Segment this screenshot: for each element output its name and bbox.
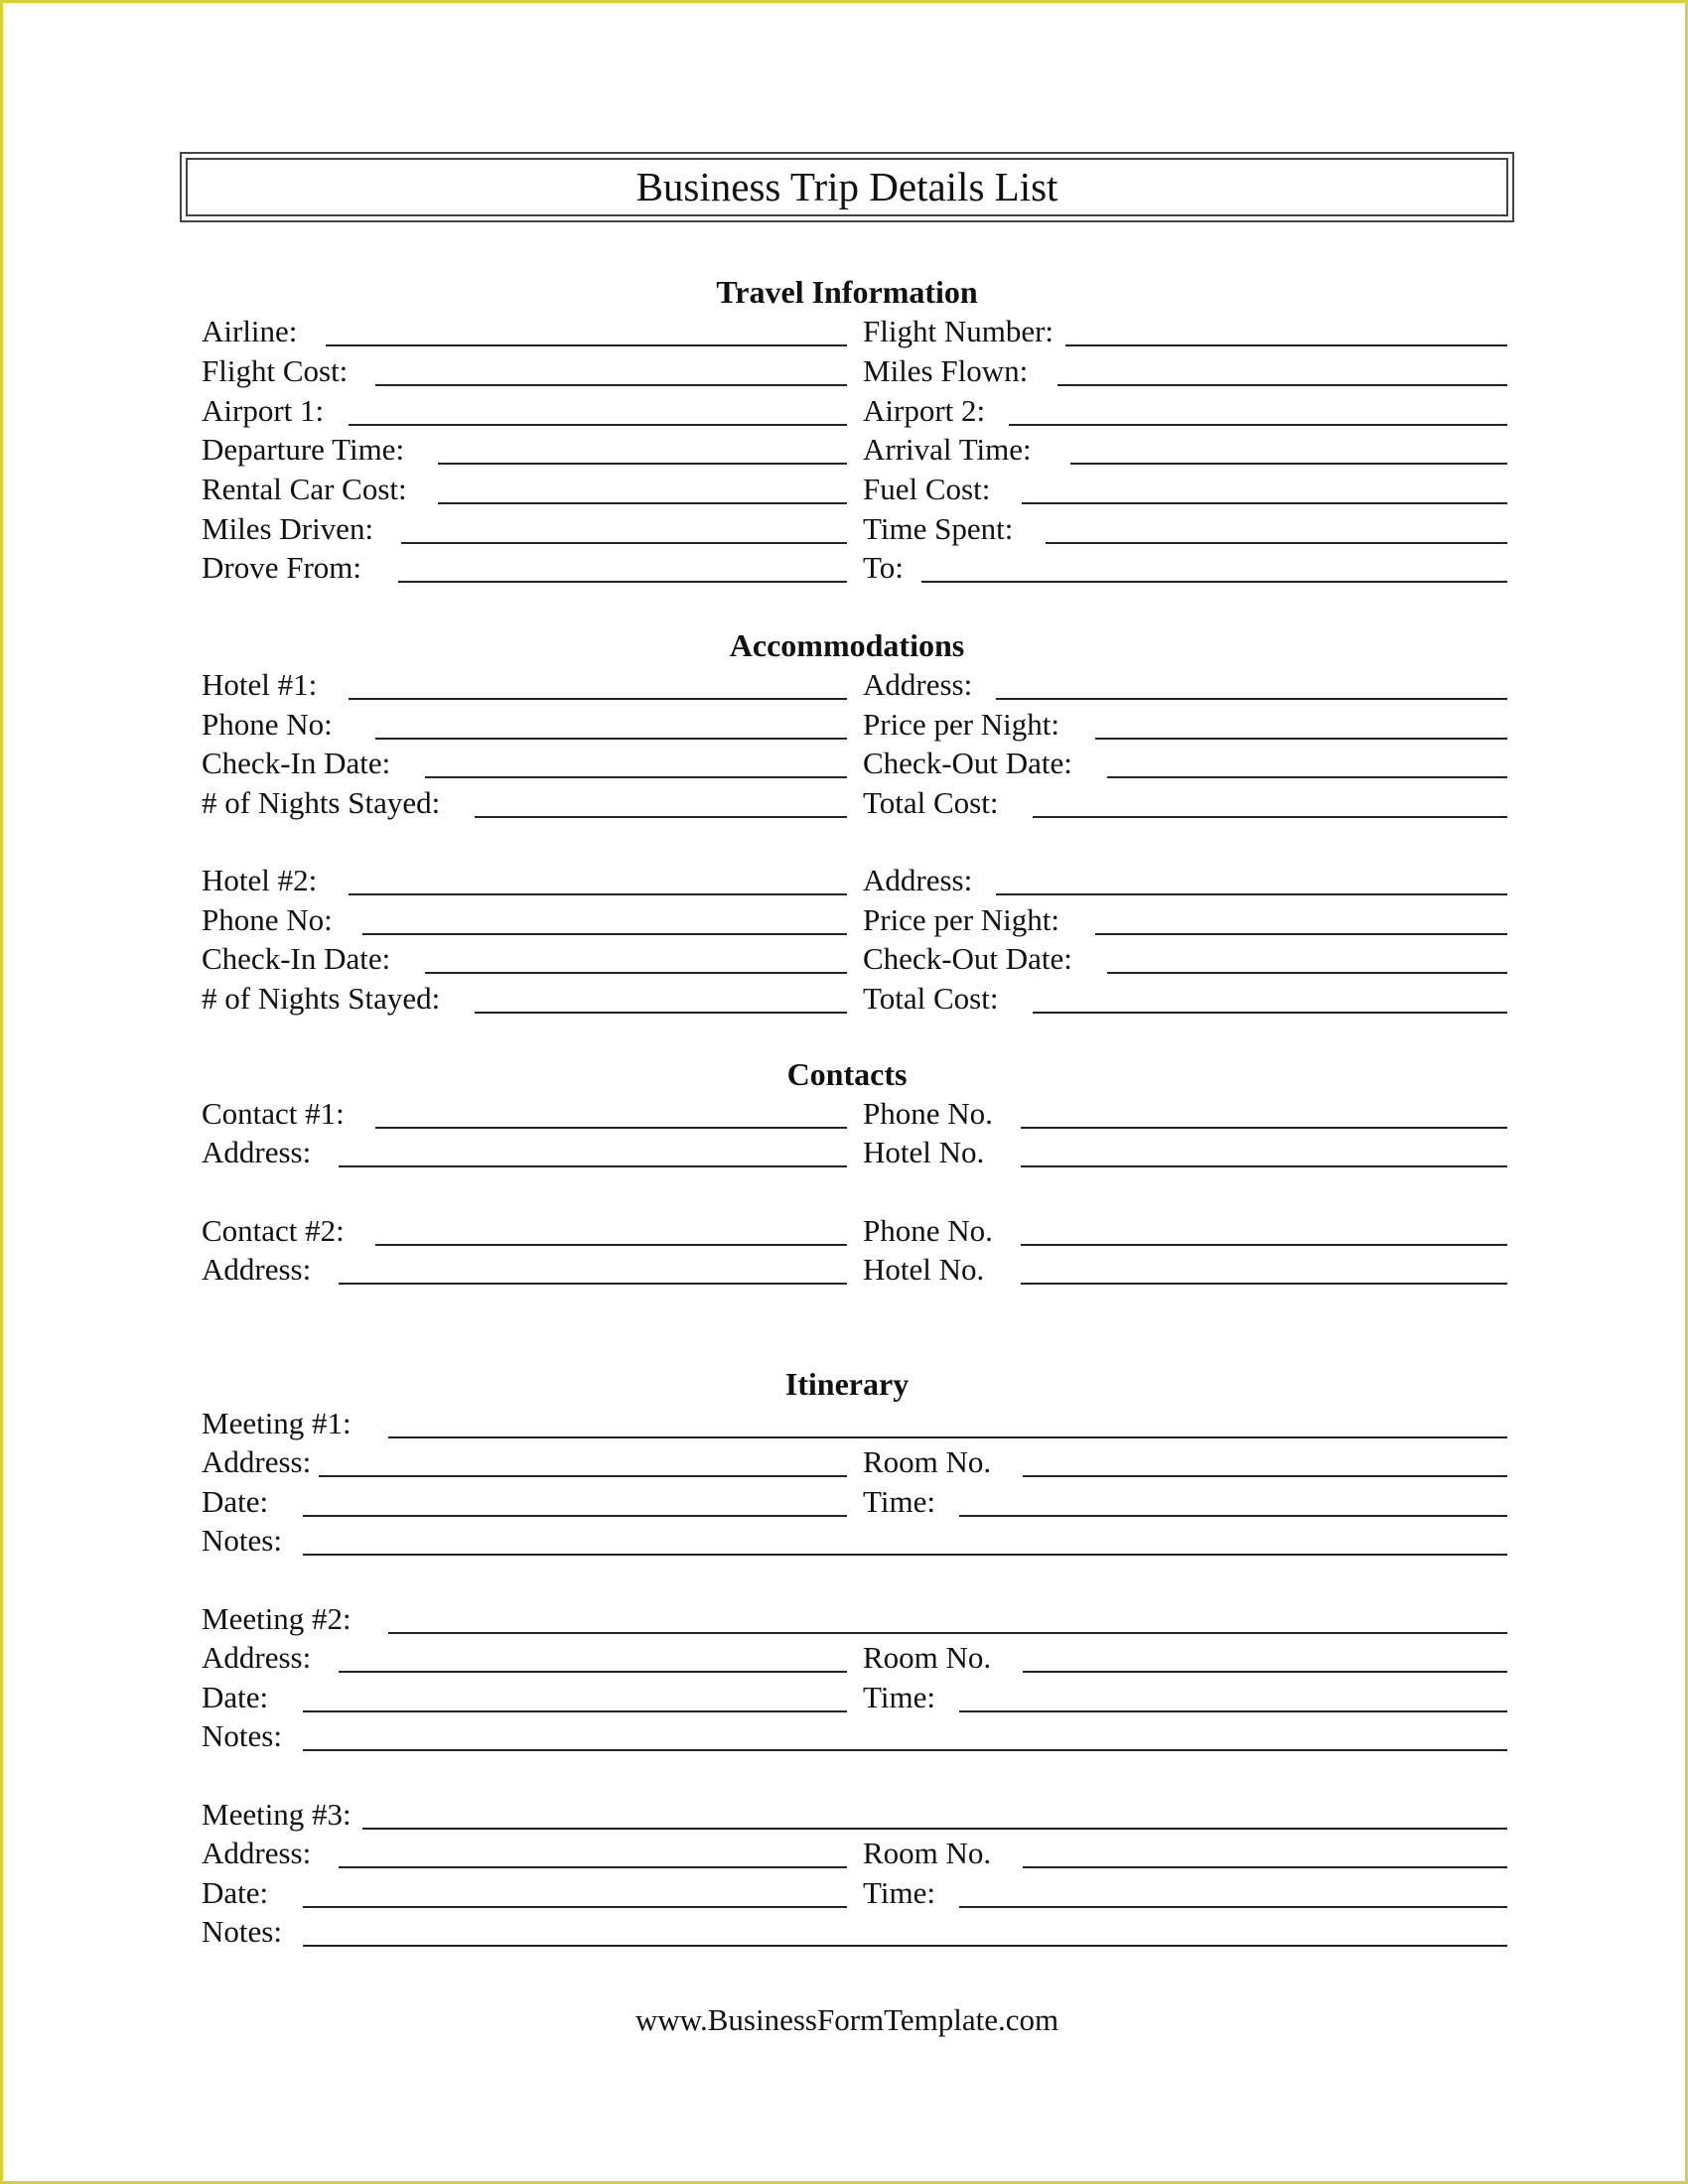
contact-1-address-field[interactable]: [339, 1165, 847, 1167]
miles-flown-field[interactable]: [1057, 384, 1507, 386]
meeting-1-time-label: Time:: [863, 1484, 935, 1519]
hotel-2-nights-field[interactable]: [475, 1012, 847, 1014]
contact-1-hotel-field[interactable]: [1021, 1165, 1507, 1167]
meeting-1-notes-label: Notes:: [202, 1523, 282, 1558]
airport-2-label: Airport 2:: [863, 393, 986, 428]
hotel-2-check-in-label: Check-In Date:: [202, 941, 391, 976]
meeting-3-room-label: Room No.: [863, 1836, 992, 1870]
hotel-2-address-field[interactable]: [996, 893, 1507, 895]
hotel-2-address-label: Address:: [863, 863, 973, 897]
section-heading-accommodations: Accommodations: [729, 627, 965, 663]
meeting-2-date-label: Date:: [202, 1680, 269, 1714]
meeting-3-date-field[interactable]: [303, 1906, 847, 1908]
meeting-3-room-field[interactable]: [1023, 1866, 1507, 1868]
contact-2-hotel-field[interactable]: [1021, 1283, 1507, 1285]
meeting-1-room-field[interactable]: [1023, 1475, 1507, 1477]
meeting-3-notes-label: Notes:: [202, 1914, 282, 1949]
arrival-time-label: Arrival Time:: [863, 432, 1032, 467]
hotel-1-nights-field[interactable]: [475, 816, 847, 818]
flight-number-field[interactable]: [1065, 344, 1507, 346]
hotel-2-check-out-label: Check-Out Date:: [863, 941, 1072, 976]
contact-2-hotel-label: Hotel No.: [863, 1252, 985, 1287]
time-spent-label: Time Spent:: [863, 511, 1014, 546]
contact-1-phone-field[interactable]: [1021, 1127, 1507, 1129]
meeting-2-notes-label: Notes:: [202, 1718, 282, 1753]
hotel-2-price-label: Price per Night:: [863, 902, 1060, 937]
hotel-1-nights-label: # of Nights Stayed:: [202, 785, 441, 820]
meeting-1-field[interactable]: [388, 1436, 1507, 1438]
hotel-2-phone-field[interactable]: [362, 933, 847, 935]
title-box: [180, 152, 1514, 222]
hotel-2-field[interactable]: [349, 893, 847, 895]
drove-from-label: Drove From:: [202, 550, 362, 585]
hotel-1-price-field[interactable]: [1095, 738, 1507, 740]
meeting-3-field[interactable]: [362, 1828, 1507, 1830]
airport-2-field[interactable]: [1009, 424, 1507, 426]
departure-time-field[interactable]: [438, 463, 847, 465]
hotel-1-check-in-label: Check-In Date:: [202, 746, 391, 780]
meeting-3-time-label: Time:: [863, 1875, 935, 1910]
hotel-1-address-label: Address:: [863, 667, 973, 702]
meeting-2-label: Meeting #2:: [202, 1601, 352, 1636]
contact-1-address-label: Address:: [202, 1135, 312, 1169]
flight-cost-field[interactable]: [375, 384, 847, 386]
hotel-2-label: Hotel #2:: [202, 863, 318, 897]
fuel-cost-label: Fuel Cost:: [863, 472, 991, 506]
hotel-1-check-out-label: Check-Out Date:: [863, 746, 1072, 780]
document-title: Business Trip Details List: [186, 158, 1508, 216]
contact-1-field[interactable]: [375, 1127, 847, 1129]
contact-2-phone-field[interactable]: [1021, 1244, 1507, 1246]
flight-number-label: Flight Number:: [863, 314, 1055, 348]
miles-driven-label: Miles Driven:: [202, 511, 374, 546]
meeting-2-room-label: Room No.: [863, 1640, 992, 1675]
meeting-1-address-field[interactable]: [319, 1475, 847, 1477]
flight-cost-label: Flight Cost:: [202, 353, 349, 388]
meeting-2-address-field[interactable]: [339, 1671, 847, 1673]
section-heading-contacts: Contacts: [786, 1056, 908, 1092]
meeting-2-address-label: Address:: [202, 1640, 312, 1675]
meeting-1-date-label: Date:: [202, 1484, 269, 1519]
rental-car-cost-label: Rental Car Cost:: [202, 472, 407, 506]
meeting-2-date-field[interactable]: [303, 1710, 847, 1712]
contact-1-label: Contact #1:: [202, 1096, 345, 1131]
hotel-2-total-cost-field[interactable]: [1033, 1012, 1507, 1014]
hotel-2-nights-label: # of Nights Stayed:: [202, 981, 441, 1016]
hotel-1-check-out-field[interactable]: [1107, 776, 1507, 778]
hotel-2-phone-label: Phone No:: [202, 902, 333, 937]
contact-2-address-field[interactable]: [339, 1283, 847, 1285]
hotel-1-label: Hotel #1:: [202, 667, 318, 702]
meeting-3-address-label: Address:: [202, 1836, 312, 1870]
arrival-time-field[interactable]: [1070, 463, 1507, 465]
contact-2-label: Contact #2:: [202, 1213, 345, 1248]
drove-from-field[interactable]: [398, 581, 847, 583]
airport-1-label: Airport 1:: [202, 393, 325, 428]
meeting-1-label: Meeting #1:: [202, 1406, 352, 1440]
airport-1-field[interactable]: [349, 424, 847, 426]
section-heading-travel: Travel Information: [716, 274, 978, 310]
airline-label: Airline:: [202, 314, 298, 348]
meeting-2-field[interactable]: [388, 1632, 1507, 1634]
rental-car-cost-field[interactable]: [438, 502, 847, 504]
meeting-2-time-label: Time:: [863, 1680, 935, 1714]
meeting-3-date-label: Date:: [202, 1875, 269, 1910]
section-heading-itinerary: Itinerary: [784, 1366, 910, 1402]
miles-driven-field[interactable]: [401, 542, 847, 544]
hotel-1-address-field[interactable]: [996, 698, 1507, 700]
meeting-3-time-field[interactable]: [959, 1906, 1507, 1908]
hotel-1-field[interactable]: [349, 698, 847, 700]
hotel-1-total-cost-label: Total Cost:: [863, 785, 999, 820]
meeting-2-notes-field[interactable]: [303, 1749, 1507, 1751]
meeting-1-address-label: Address:: [202, 1444, 312, 1479]
hotel-1-total-cost-field[interactable]: [1033, 816, 1507, 818]
airline-field[interactable]: [326, 344, 847, 346]
meeting-2-room-field[interactable]: [1023, 1671, 1507, 1673]
meeting-1-room-label: Room No.: [863, 1444, 992, 1479]
to-field[interactable]: [921, 581, 1507, 583]
hotel-1-check-in-field[interactable]: [425, 776, 847, 778]
contact-2-address-label: Address:: [202, 1252, 312, 1287]
meeting-3-notes-field[interactable]: [303, 1945, 1507, 1947]
meeting-3-address-field[interactable]: [339, 1866, 847, 1868]
hotel-2-check-in-field[interactable]: [425, 972, 847, 974]
footer-url: www.BusinessFormTemplate.com: [634, 2002, 1059, 2037]
time-spent-field[interactable]: [1046, 542, 1507, 544]
hotel-1-phone-label: Phone No:: [202, 707, 333, 742]
fuel-cost-field[interactable]: [1022, 502, 1507, 504]
meeting-1-time-field[interactable]: [959, 1515, 1507, 1517]
hotel-1-price-label: Price per Night:: [863, 707, 1060, 742]
contact-1-hotel-label: Hotel No.: [863, 1135, 985, 1169]
hotel-2-price-field[interactable]: [1095, 933, 1507, 935]
hotel-2-total-cost-label: Total Cost:: [863, 981, 999, 1016]
contact-2-phone-label: Phone No.: [863, 1213, 993, 1248]
contact-1-phone-label: Phone No.: [863, 1096, 993, 1131]
to-label: To:: [863, 550, 904, 585]
hotel-2-check-out-field[interactable]: [1107, 972, 1507, 974]
contact-2-field[interactable]: [375, 1244, 847, 1246]
miles-flown-label: Miles Flown:: [863, 353, 1029, 388]
departure-time-label: Departure Time:: [202, 432, 405, 467]
meeting-1-date-field[interactable]: [303, 1515, 847, 1517]
hotel-1-phone-field[interactable]: [375, 738, 847, 740]
meeting-1-notes-field[interactable]: [303, 1554, 1507, 1556]
meeting-3-label: Meeting #3:: [202, 1797, 352, 1832]
meeting-2-time-field[interactable]: [959, 1710, 1507, 1712]
